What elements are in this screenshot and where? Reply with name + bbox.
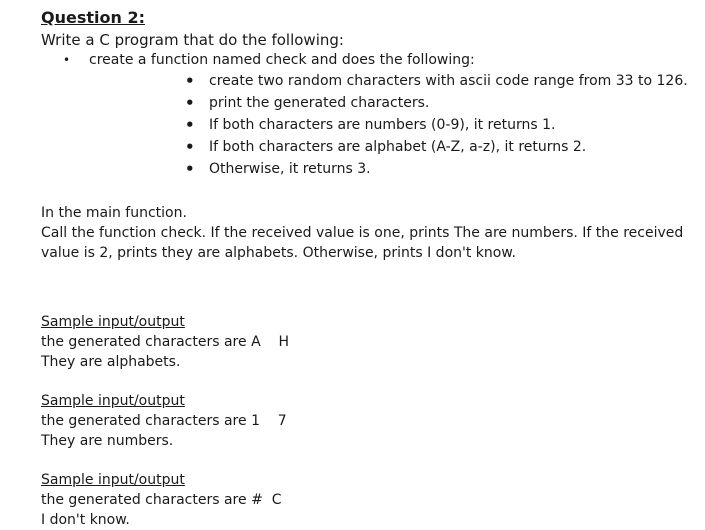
sample-result: They are numbers. <box>41 433 174 449</box>
sample-output-line <box>41 332 701 352</box>
sample-output-line <box>41 490 701 510</box>
bullet-icon: • <box>185 160 195 178</box>
sample-title: Sample input/output <box>41 393 185 409</box>
task-item-check-function <box>41 50 701 180</box>
sample-title: Sample input/output <box>41 314 185 330</box>
requirement-item <box>89 158 701 180</box>
task-list <box>41 50 701 180</box>
requirement-text: If both characters are numbers (0-9), it returns 1. <box>209 117 556 133</box>
requirement-item <box>89 70 701 92</box>
check-requirements-list <box>89 70 701 180</box>
requirement-text: create two random characters with ascii code range from 33 to 126. <box>209 73 688 89</box>
bullet-icon: • <box>185 138 195 156</box>
requirement-item <box>89 114 701 136</box>
document-page <box>41 8 701 530</box>
sample-block <box>41 470 701 530</box>
sample-prefix: the generated characters are <box>41 492 247 508</box>
sample-block <box>41 391 701 451</box>
bullet-icon: • <box>185 72 195 90</box>
sample-output-line <box>41 411 701 431</box>
task-item-text: create a function named check and does the following: <box>89 52 475 68</box>
bullet-icon: • <box>185 116 195 134</box>
sample-prefix: the generated characters are <box>41 413 247 429</box>
sample-chars: 1 7 <box>251 413 287 429</box>
bullet-icon: • <box>63 53 71 67</box>
requirement-text: Otherwise, it returns 3. <box>209 161 371 177</box>
main-function-block <box>41 203 701 263</box>
main-intro: In the main function. <box>41 205 187 221</box>
sample-result: I don't know. <box>41 512 130 528</box>
main-description: Call the function check. If the received value is one, prints The are numbers. If the received value is 2, prints they are alphabets. Otherwise, prints I don't know. <box>41 225 684 261</box>
requirement-text: print the generated characters. <box>209 95 430 111</box>
bullet-icon: • <box>185 94 195 112</box>
requirement-text: If both characters are alphabet (A-Z, a-z), it returns 2. <box>209 139 587 155</box>
requirement-item <box>89 136 701 158</box>
sample-chars: # C <box>251 492 282 508</box>
question-heading: Question 2: <box>41 8 145 27</box>
sample-block <box>41 312 701 372</box>
sample-chars: A H <box>251 334 289 350</box>
sample-title: Sample input/output <box>41 472 185 488</box>
sample-prefix: the generated characters are <box>41 334 247 350</box>
sample-result: They are alphabets. <box>41 354 181 370</box>
question-intro: Write a C program that do the following: <box>41 31 344 49</box>
requirement-item <box>89 92 701 114</box>
